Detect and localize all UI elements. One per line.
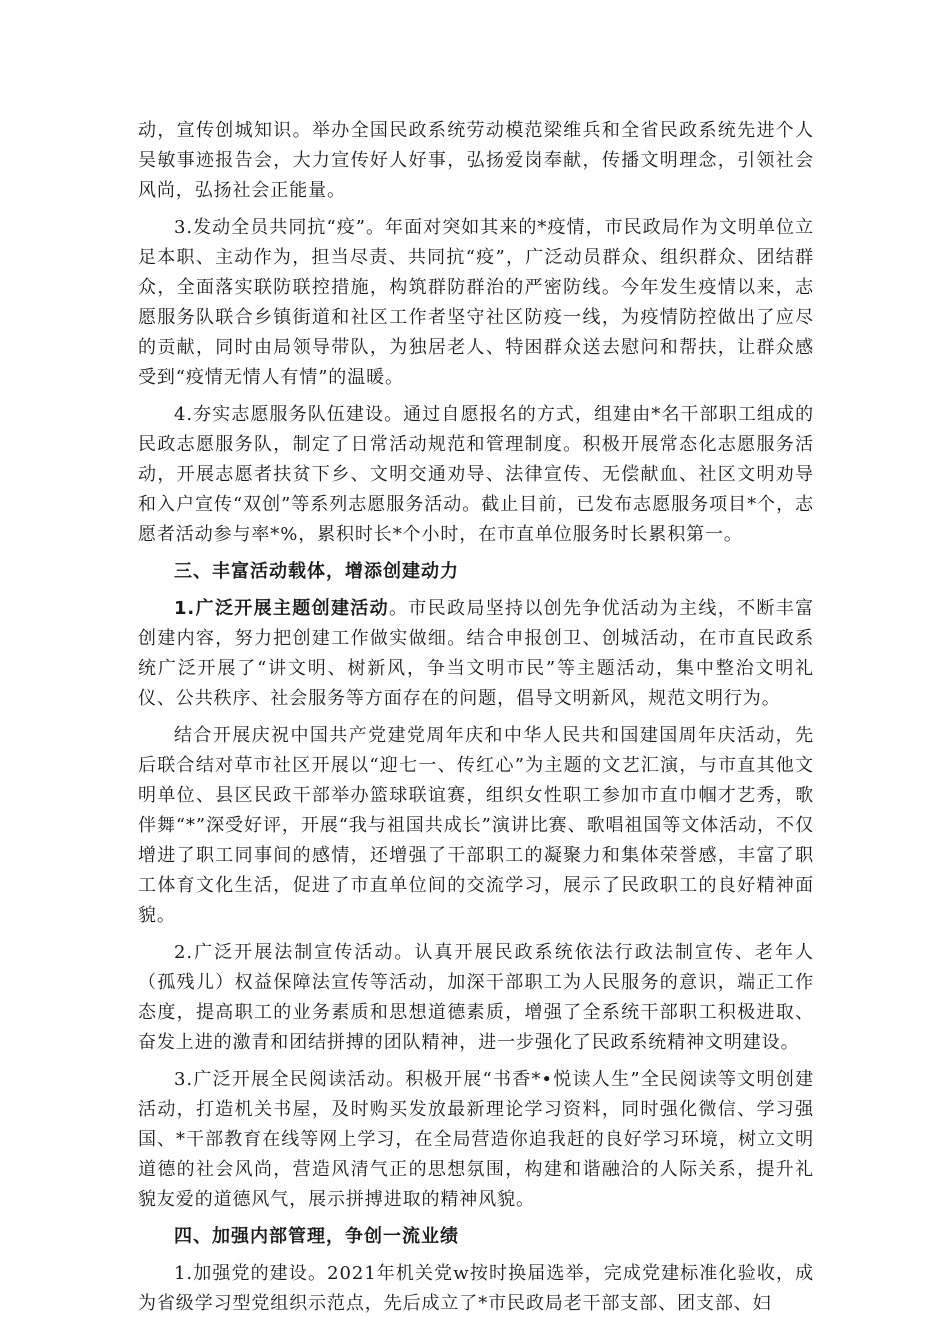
document-page <box>138 116 814 1326</box>
paragraph-volunteer-team: 4.夯实志愿服务队伍建设。通过自愿报名的方式，组建由*名干部职工组成的民政志愿服务队，制定了日常活动规范和管理制度。积极开展常态化志愿服务活动，开展志愿者扶贫下乡、文明交通劝导、法律宣传、无偿献血、社区文明劝导和入户宣传“双创”等系列志愿服务活动。截止目前，已发布志愿服务项目*个，志愿者活动参与率*%，累积时长*个小时，在市直单位服务时长累积第一。 <box>138 404 814 545</box>
paragraph-lead-title: 1.广泛开展主题创建活动 <box>174 598 389 619</box>
paragraph-continuation: 动，宣传创城知识。举办全国民政系统劳动模范梁维兵和全省民政系统先进个人吴敏事迹报告会，大力宣传好人好事，弘扬爱岗奉献，传播文明理念，引领社会风尚，弘扬社会正能量。 <box>138 120 814 201</box>
paragraph-fight-epidemic: 3.发动全员共同抗“疫”。年面对突如其来的*疫情，市民政局作为文明单位立足本职、主动作为，担当尽责、共同抗“疫”，广泛动员群众、组织群众、团结群众，全面落实联防联控措施，构筑群防群治的严密防线。今年发生疫情以来，志愿服务队联合乡镇街道和社区工作者坚守社区防疫一线，为疫情防控做出了应尽的贡献，同时由局领导带队，为独居老人、特困群众送去慰问和帮扶，让群众感受到“疫情无情人有情”的温暖。 <box>138 217 814 388</box>
section-heading-three: 三、丰富活动载体，增添创建动力 <box>174 561 459 582</box>
paragraph-celebration: 结合开展庆祝中国共产党建党周年庆和中华人民共和国建国周年庆活动，先后联合结对草市社区开展以“迎七一、传红心”为主题的文艺汇演，与市直其他文明单位、县区民政干部举办篮球联谊赛，组织女性职工参加市直巾帼才艺秀，歌伴舞“*”深受好评，开展“我与祖国共成长”演讲比赛、歌唱祖国等文体活动，不仅增进了职工同事间的感情，还增强了干部职工的凝聚力和集体荣誉感，丰富了职工体育文化生活，促进了市直单位间的交流学习，展示了民政职工的良好精神面貌。 <box>138 725 814 926</box>
section-heading-four: 四、加强内部管理，争创一流业绩 <box>174 1226 459 1247</box>
paragraph-body: 。市民政局坚持以创先争优活动为主线，不断丰富创建内容，努力把创建工作做实做细。结合申报创卫、创城活动，在市直民政系统广泛开展了“讲文明、树新风，争当文明市民”等主题活动，集中整治文明礼仪、公共秩序、社会服务等方面存在的问题，倡导文明新风，规范文明行为。 <box>138 598 814 709</box>
paragraph-party-building: 1.加强党的建设。2021年机关党w按时换届选举，完成党建标准化验收，成为省级学习型党组织示范点，先后成立了*市民政局老干部支部、团支部、妇 <box>138 1263 814 1314</box>
paragraph-theme-activities <box>138 594 814 714</box>
paragraph-reading: 3.广泛开展全民阅读活动。积极开展“书香*•悦读人生”全民阅读等文明创建活动，打造机关书屋，及时购买发放最新理论学习资料，同时强化微信、学习强国、*干部教育在线等网上学习，在全局营造你追我赶的良好学习环境，树立文明道德的社会风尚，营造风清气正的思想氛围，构建和谐融洽的人际关系，提升礼貌友爱的道德风气，展示拼搏进取的精神风貌。 <box>138 1069 814 1210</box>
paragraph-legal-publicity: 2.广泛开展法制宣传活动。认真开展民政系统依法行政法制宣传、老年人（孤残儿）权益保障法宣传等活动，加深干部职工为人民服务的意识，端正工作态度，提高职工的业务素质和思想道德素质，增强了全系统干部职工积极进取、奋发上进的激青和团结拼搏的团队精神，进一步强化了民政系统精神文明建设。 <box>138 942 814 1053</box>
